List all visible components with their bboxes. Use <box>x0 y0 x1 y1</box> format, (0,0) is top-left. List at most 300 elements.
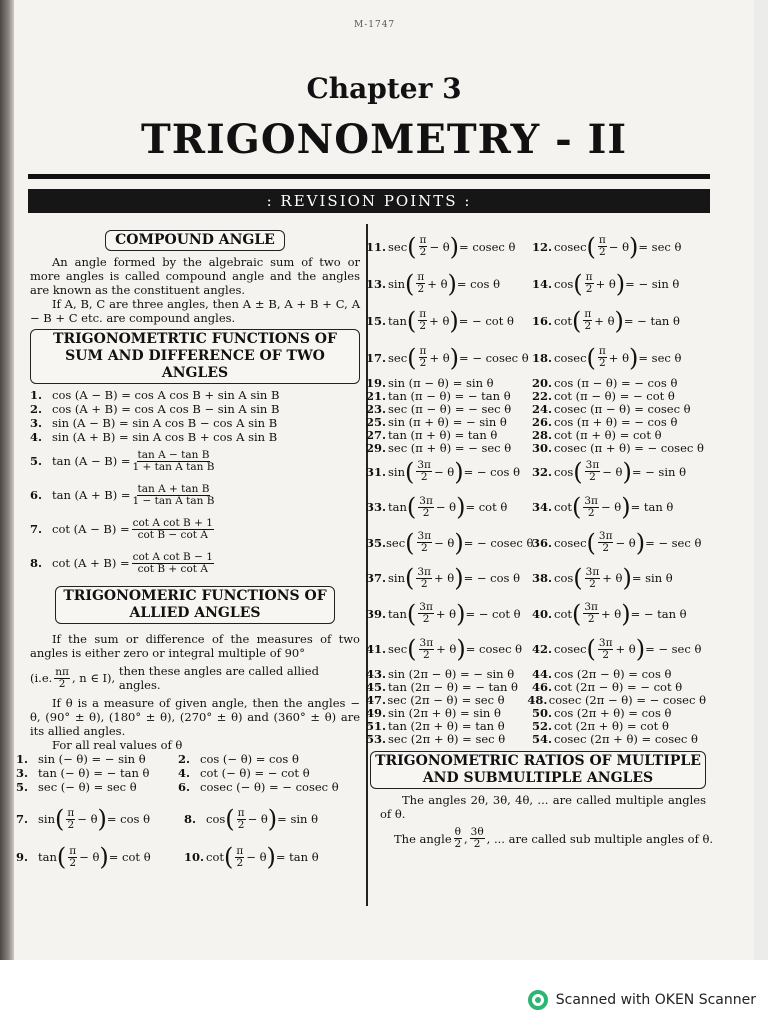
identity-expr-frac-den: 2 <box>587 613 595 626</box>
scanner-label: Scanned with OKEN Scanner <box>555 992 756 1008</box>
item-formula: sec (π − θ) = − sec θ <box>388 401 512 416</box>
identity-expr-fn: cosec <box>554 239 587 254</box>
ie-num: nπ <box>55 665 69 678</box>
identity-expr-op: − θ <box>434 535 455 550</box>
allied-fraction-item <box>16 805 184 833</box>
identity-expr-lparen: ( <box>586 343 596 372</box>
identity-expr-frac-den: 2 <box>420 471 428 484</box>
identity-expr-rhs: = cot θ <box>465 500 508 515</box>
item-number: 32. <box>532 464 553 479</box>
item-number: 21. <box>366 388 387 403</box>
compound-angle-examples: If A, B, C are three angles, then A ± B, A + B + C, A − B + C etc. are compound angles. <box>30 297 360 325</box>
identity-expr-rhs: = sin θ <box>631 571 673 586</box>
item-formula: cosec (π − θ) = cosec θ <box>554 401 691 416</box>
item-number: 24. <box>532 401 553 416</box>
identity-expr-rhs: = − cot θ <box>458 313 514 328</box>
identity-expr-frac-num: 3π <box>585 565 600 578</box>
identity-expr <box>554 269 680 298</box>
identity-expr-rparen: ) <box>615 269 626 298</box>
identity-expr-rhs: = − cos θ <box>463 464 520 479</box>
item-formula: cosec (π + θ) = − cosec θ <box>554 440 704 455</box>
item-number: 9. <box>16 850 29 864</box>
item-number: 4. <box>30 430 43 444</box>
allied-expr <box>38 805 151 833</box>
sum-diff-heading: TRIGONOMETRTIC FUNCTIONS OF SUM AND DIFFERENCE OF TWO ANGLES <box>30 329 360 384</box>
sum-diff-fraction-item <box>30 512 360 546</box>
identity-expr-rhs: = − cos θ <box>463 571 520 586</box>
item-formula: tan (π + θ) = tan θ <box>388 427 498 442</box>
item-formula: tan (− θ) = − tan θ <box>38 766 150 780</box>
identity-expr-frac-num: π <box>419 234 427 246</box>
identity-expr-frac <box>585 272 594 295</box>
item-frac <box>132 518 214 541</box>
allied-fraction-item <box>184 805 354 833</box>
item-formula: cot (π + θ) = cot θ <box>554 427 662 442</box>
allied-angles-ie <box>30 664 360 692</box>
identity-item <box>532 528 702 557</box>
identity-pair-row <box>366 632 706 668</box>
identity-item <box>532 493 674 522</box>
identity-expr-op: + θ <box>615 642 636 657</box>
item-number: 25. <box>366 414 387 429</box>
identity-expr-rparen: ) <box>449 232 460 261</box>
item-number: 13. <box>366 276 387 291</box>
identity-expr-frac-num: π <box>419 308 427 320</box>
identity-expr-frac-den: 2 <box>589 577 596 590</box>
submultiple-f2 <box>470 827 485 850</box>
allied-expr-frac-den: 2 <box>236 856 244 869</box>
allied-item-row <box>16 752 360 766</box>
allied-expr-frac <box>66 808 75 831</box>
item-formula: cot (2π − θ) = − cot θ <box>554 679 683 694</box>
identity-expr-frac-den: 2 <box>419 246 427 258</box>
item-number: 34. <box>532 500 553 515</box>
allied-expr-frac-den: 2 <box>69 856 77 869</box>
identity-expr-lparen: ( <box>407 635 417 664</box>
item-number: 40. <box>532 606 553 621</box>
identity-expr-lparen: ( <box>405 457 415 486</box>
identity-expr-rparen: ) <box>622 564 632 593</box>
identity-expr-frac <box>583 309 592 332</box>
item-formula: cos (A + B) = cos A cos B − sin A sin B <box>52 402 280 416</box>
identity-expr <box>554 599 687 628</box>
identity-expr-frac-den: 2 <box>422 506 430 519</box>
submultiple-post: , ... are called sub multiple angles of θ. <box>486 831 714 846</box>
item-frac <box>132 552 214 575</box>
allied-fraction-row <box>16 838 360 876</box>
item-number: 7. <box>30 522 43 536</box>
ie-fraction <box>54 667 70 690</box>
identity-expr-op: + θ <box>600 606 622 621</box>
item-number: 17. <box>366 350 387 365</box>
item-lhs: cot (A + B) = <box>52 556 130 570</box>
item-formula: cot (− θ) = − cot θ <box>200 766 310 780</box>
allied-expr-fn: cot <box>206 850 224 864</box>
identity-expr-fn: cot <box>554 500 572 515</box>
identity-pair-row <box>366 302 706 339</box>
identity-expr-lparen: ( <box>573 269 583 298</box>
identity-expr-frac <box>418 602 434 625</box>
sum-diff-item <box>30 388 360 402</box>
identity-expr-frac-den: 2 <box>421 542 428 555</box>
identity-expr-fn: tan <box>388 606 407 621</box>
identity-line-row <box>366 732 706 745</box>
item-number: 27. <box>366 427 387 442</box>
item-number: 14. <box>532 276 553 291</box>
item-number: 35. <box>366 535 387 550</box>
item-formula: cos (− θ) = cos θ <box>200 752 299 766</box>
identities-19-30 <box>366 376 706 454</box>
identity-expr-rparen: ) <box>622 457 632 486</box>
ie-den: 2 <box>58 677 66 690</box>
allied-expr-frac-num: π <box>237 806 245 819</box>
identity-expr-op: − θ <box>435 500 457 515</box>
identity-expr-frac-num: 3π <box>419 494 433 507</box>
identity-expr-frac-num: π <box>419 345 427 357</box>
identity-expr-fn: tan <box>388 500 407 515</box>
identity-expr-rhs: = − sec θ <box>645 642 702 657</box>
item-formula: sec (− θ) = sec θ <box>38 780 137 794</box>
allied-expr <box>206 843 319 871</box>
allied-expr-rhs: = cos θ <box>106 812 151 826</box>
identity-expr-frac-num: 3π <box>419 636 434 649</box>
item-number: 18. <box>532 350 553 365</box>
identity-expr-frac-num: π <box>585 271 593 283</box>
item-formula: tan (2π − θ) = − tan θ <box>388 679 518 694</box>
sum-diff-item <box>30 430 360 444</box>
item-number: 36. <box>532 535 553 550</box>
allied-expr-rhs: = tan θ <box>275 850 319 864</box>
identity-line-row <box>366 441 706 454</box>
identity-expr-rparen: ) <box>456 493 466 522</box>
allied-fraction-list <box>16 800 360 876</box>
right-column <box>366 228 714 850</box>
item-formula: cot (2π + θ) = cot θ <box>554 718 669 733</box>
identity-expr-frac-num: π <box>417 271 425 283</box>
identity-expr-op: − θ <box>608 239 630 254</box>
identity-expr <box>388 493 508 522</box>
identity-expr-op: + θ <box>435 606 457 621</box>
item-number: 30. <box>532 440 553 455</box>
identity-line-row <box>366 389 706 402</box>
identity-expr-rparen: ) <box>635 528 646 557</box>
identity-item <box>532 564 673 593</box>
identity-line-row <box>366 719 706 732</box>
identity-expr-rhs: = − sin θ <box>625 276 680 291</box>
identity-expr-op: + θ <box>436 642 457 657</box>
item-formula: cosec (− θ) = − cosec θ <box>200 780 339 794</box>
identity-expr-frac <box>419 346 428 369</box>
identity-expr <box>554 306 680 335</box>
identity-expr <box>554 528 702 557</box>
identity-item <box>532 343 682 372</box>
identity-expr <box>388 599 521 628</box>
identity-expr-rparen: ) <box>456 635 466 664</box>
chapter-title: TRIGONOMETRY - II <box>140 116 628 163</box>
identity-expr <box>554 635 702 664</box>
identity-expr-op: + θ <box>608 350 630 365</box>
item-number: 48. <box>527 692 548 707</box>
item-number: 38. <box>532 571 553 586</box>
identity-expr <box>554 343 682 372</box>
item-formula: tan (π − θ) = − tan θ <box>388 388 511 403</box>
item-number: 46. <box>532 679 553 694</box>
identity-pair-row <box>366 228 706 265</box>
allied-expr-op: − θ <box>246 850 267 864</box>
scanner-watermark <box>528 990 756 1010</box>
identity-expr-rparen: ) <box>621 599 631 628</box>
item-number: 29. <box>366 440 387 455</box>
allied-expr-rparen: ) <box>97 805 107 833</box>
identity-expr-rhs: = − sin θ <box>631 464 686 479</box>
identity-expr-rhs: = − cosec θ <box>459 350 529 365</box>
identity-line-row <box>366 428 706 441</box>
identity-expr-op: + θ <box>427 276 448 291</box>
identity-expr-fn: cosec <box>554 535 587 550</box>
identity-expr-rparen: ) <box>454 457 464 486</box>
identity-expr <box>554 493 674 522</box>
item-number: 44. <box>532 666 553 681</box>
allied-expr-op: − θ <box>79 850 100 864</box>
identity-expr-rparen: ) <box>454 528 464 557</box>
compound-angle-def: An angle formed by the algebraic sum of two or more angles is called compound angle and the angles are known as the constituent angles. <box>30 255 360 297</box>
item-formula: cos (π − θ) = − cos θ <box>554 375 678 390</box>
identity-expr-rparen: ) <box>449 343 460 372</box>
item-formula: cos (2π − θ) = cos θ <box>554 666 672 681</box>
ie-text: then these angles are called allied angles. <box>118 664 319 692</box>
identity-expr <box>554 457 686 486</box>
item-formula: sin (A + B) = sin A cos B + cos A sin B <box>52 430 278 444</box>
identity-item <box>366 269 532 298</box>
submultiple-f1 <box>454 827 462 850</box>
identity-expr-frac-num: 3π <box>598 530 613 543</box>
identity-expr-op: + θ <box>433 571 455 586</box>
allied-expr-rparen: ) <box>267 805 278 833</box>
title-rule <box>28 174 710 179</box>
item-frac-den: cot B − cot A <box>137 528 208 541</box>
identity-item <box>366 528 534 557</box>
allied-expr-lparen: ( <box>224 843 234 871</box>
identity-expr-frac <box>598 531 614 554</box>
identity-line-row <box>366 667 706 680</box>
identity-expr-frac-den: 2 <box>589 471 596 484</box>
identity-expr-rhs: = − cosec θ <box>463 535 534 550</box>
identity-expr-lparen: ( <box>573 564 583 593</box>
identity-expr-lparen: ( <box>572 493 582 522</box>
identity-expr-frac-num: 3π <box>417 459 431 472</box>
item-number: 4. <box>178 766 191 780</box>
item-formula: cos (π + θ) = − cos θ <box>554 414 678 429</box>
item-frac-num: tan A + tan B <box>137 482 210 495</box>
identity-expr-frac-den: 2 <box>602 542 610 555</box>
sum-diff-fraction-item <box>30 478 360 512</box>
identity-expr-frac <box>419 638 435 661</box>
identities-11-18 <box>366 228 706 376</box>
item-number: 43. <box>366 666 387 681</box>
item-number: 28. <box>532 427 553 442</box>
identity-item <box>366 457 532 486</box>
identity-expr-frac <box>417 531 433 554</box>
item-number: 6. <box>178 780 191 794</box>
allied-expr-op: − θ <box>247 812 268 826</box>
allied-expr-lparen: ( <box>225 805 235 833</box>
item-formula: cos (A − B) = cos A cos B + sin A sin B <box>52 388 280 402</box>
item-number: 5. <box>16 780 29 794</box>
allied-expr-lparen: ( <box>56 843 67 871</box>
allied-expr-fn: sin <box>38 812 55 826</box>
identity-expr-op: + θ <box>429 350 450 365</box>
identity-pair-row <box>366 339 706 376</box>
identity-expr-lparen: ( <box>406 306 417 335</box>
allied-expr-rhs: = cot θ <box>108 850 151 864</box>
allied-angles-def: If the sum or difference of the measures of two angles is either zero or integral multiple of 90° <box>30 632 360 660</box>
identity-expr-lparen: ( <box>586 528 596 557</box>
item-formula: sin (π − θ) = sin θ <box>388 375 494 390</box>
identity-expr-frac-num: 3π <box>419 601 433 614</box>
identity-expr-frac-num: π <box>598 345 606 357</box>
identity-line-row <box>366 376 706 389</box>
identity-expr-fn: sec <box>388 239 408 254</box>
allied-angles-list: If θ is a measure of given angle, then the angles − θ, (90° ± θ), (180° ± θ), (270° ± θ) and (360° ± θ) are its allied angles. <box>30 696 360 738</box>
multiple-angles-def: The angles 2θ, 3θ, 4θ, ... are called multiple angles of θ. <box>380 793 706 821</box>
identity-expr-frac-num: 3π <box>417 565 431 578</box>
item-number: 42. <box>532 642 553 657</box>
allied-expr-fn: tan <box>38 850 57 864</box>
allied-expr-op: − θ <box>77 812 98 826</box>
identity-expr-rhs: = − tan θ <box>630 606 687 621</box>
identity-expr-lparen: ( <box>407 343 417 372</box>
identity-expr-lparen: ( <box>405 269 415 298</box>
item-lhs: cot (A − B) = <box>52 522 130 536</box>
item-number: 45. <box>366 679 387 694</box>
identity-expr-lparen: ( <box>573 457 583 486</box>
item-number: 2. <box>30 402 43 416</box>
identity-item <box>366 599 532 628</box>
allied-expr-fn: cos <box>206 812 226 826</box>
identity-expr-frac-den: 2 <box>587 506 595 519</box>
item-formula: cosec (2π + θ) = cosec θ <box>554 731 698 746</box>
identity-pair-row <box>366 525 706 561</box>
identity-expr-frac-den: 2 <box>417 283 425 295</box>
identity-expr-fn: cosec <box>554 350 587 365</box>
identity-expr-frac-den: 2 <box>422 613 430 626</box>
item-number: 8. <box>184 812 197 826</box>
identity-expr-op: + θ <box>429 313 450 328</box>
item-number: 12. <box>532 239 553 254</box>
item-number: 23. <box>366 401 387 416</box>
allied-expr-rhs: = sin θ <box>277 812 319 826</box>
identity-expr-frac-den: 2 <box>584 320 592 332</box>
item-number: 8. <box>30 556 43 570</box>
identity-item <box>366 635 532 664</box>
identity-expr <box>554 232 682 261</box>
identity-expr-rhs: = cosec θ <box>465 642 523 657</box>
identity-expr-frac <box>583 602 599 625</box>
identity-expr-rhs: = cosec θ <box>459 239 516 254</box>
identity-item <box>532 599 687 628</box>
item-frac <box>133 450 215 473</box>
item-number: 47. <box>366 692 387 707</box>
identity-expr-frac-den: 2 <box>420 577 428 590</box>
allied-expr-frac-den: 2 <box>67 818 75 831</box>
identity-expr-frac-den: 2 <box>419 320 427 332</box>
allied-expr-frac-num: π <box>236 844 244 857</box>
item-lhs: tan (A − B) = <box>52 454 131 468</box>
identity-expr-frac-num: 3π <box>598 636 613 649</box>
identity-expr-rhs: = cos θ <box>456 276 501 291</box>
allied-item-row <box>16 780 360 794</box>
identity-expr-lparen: ( <box>407 232 417 261</box>
scanner-logo-icon <box>528 990 548 1010</box>
identity-expr-frac-den: 2 <box>599 357 606 369</box>
allied-expr-frac <box>235 846 244 869</box>
identity-expr-frac-num: 3π <box>417 530 432 543</box>
item-number: 26. <box>532 414 553 429</box>
identity-expr-rparen: ) <box>614 306 624 335</box>
identity-expr-lparen: ( <box>586 232 596 261</box>
item-frac-num: cot A cot B + 1 <box>132 516 213 529</box>
identity-expr-frac <box>419 235 428 258</box>
identities-43-54 <box>366 667 706 745</box>
page-mark: M-1747 <box>354 20 396 30</box>
identity-expr-fn: cot <box>554 313 572 328</box>
item-number: 39. <box>366 606 387 621</box>
item-frac-num: cot A cot B − 1 <box>132 550 213 563</box>
item-number: 33. <box>366 500 387 515</box>
identity-expr-fn: sin <box>388 571 405 586</box>
item-formula: sin (2π − θ) = − sin θ <box>388 666 515 681</box>
identity-expr-fn: sec <box>388 642 408 657</box>
identity-expr-op: − θ <box>433 464 455 479</box>
identity-expr-rhs: = − tan θ <box>623 313 680 328</box>
identity-expr-fn: sin <box>388 464 405 479</box>
identity-expr-frac-den: 2 <box>419 357 427 369</box>
identity-expr-frac-den: 2 <box>422 648 430 661</box>
allied-angles-note: For all real values of θ <box>52 738 183 752</box>
submultiple-pre: The angle <box>394 831 452 846</box>
identity-expr <box>386 528 534 557</box>
item-frac-den: 1 − tan A tan B <box>132 494 215 507</box>
item-formula: sec (π + θ) = − sec θ <box>388 440 512 455</box>
allied-expr-frac <box>237 808 246 831</box>
identity-expr-frac-den: 2 <box>599 246 606 258</box>
item-number: 37. <box>366 571 387 586</box>
identity-expr-fn: cosec <box>554 642 587 657</box>
item-number: 3. <box>30 416 43 430</box>
identity-expr-frac <box>598 235 607 258</box>
sum-diff-item <box>30 402 360 416</box>
identity-expr-rhs: = sec θ <box>638 350 682 365</box>
identity-expr <box>388 269 501 298</box>
identity-expr-frac <box>416 272 425 295</box>
identity-expr-op: − θ <box>429 239 450 254</box>
book-spine <box>0 0 14 1024</box>
identity-item <box>366 306 532 335</box>
identity-expr-frac <box>416 567 432 590</box>
item-number: 10. <box>184 850 205 864</box>
item-number: 7. <box>16 812 29 826</box>
item-number: 1. <box>16 752 29 766</box>
item-frac-den: cot B + cot A <box>137 562 208 575</box>
identity-item <box>366 343 532 372</box>
identity-expr-op: − θ <box>602 464 623 479</box>
identity-expr-frac-num: 3π <box>585 459 600 472</box>
identity-item <box>532 635 702 664</box>
identity-expr <box>388 232 516 261</box>
item-number: 51. <box>366 718 387 733</box>
identity-expr-frac <box>585 460 601 483</box>
identity-expr-frac-num: π <box>584 308 592 320</box>
